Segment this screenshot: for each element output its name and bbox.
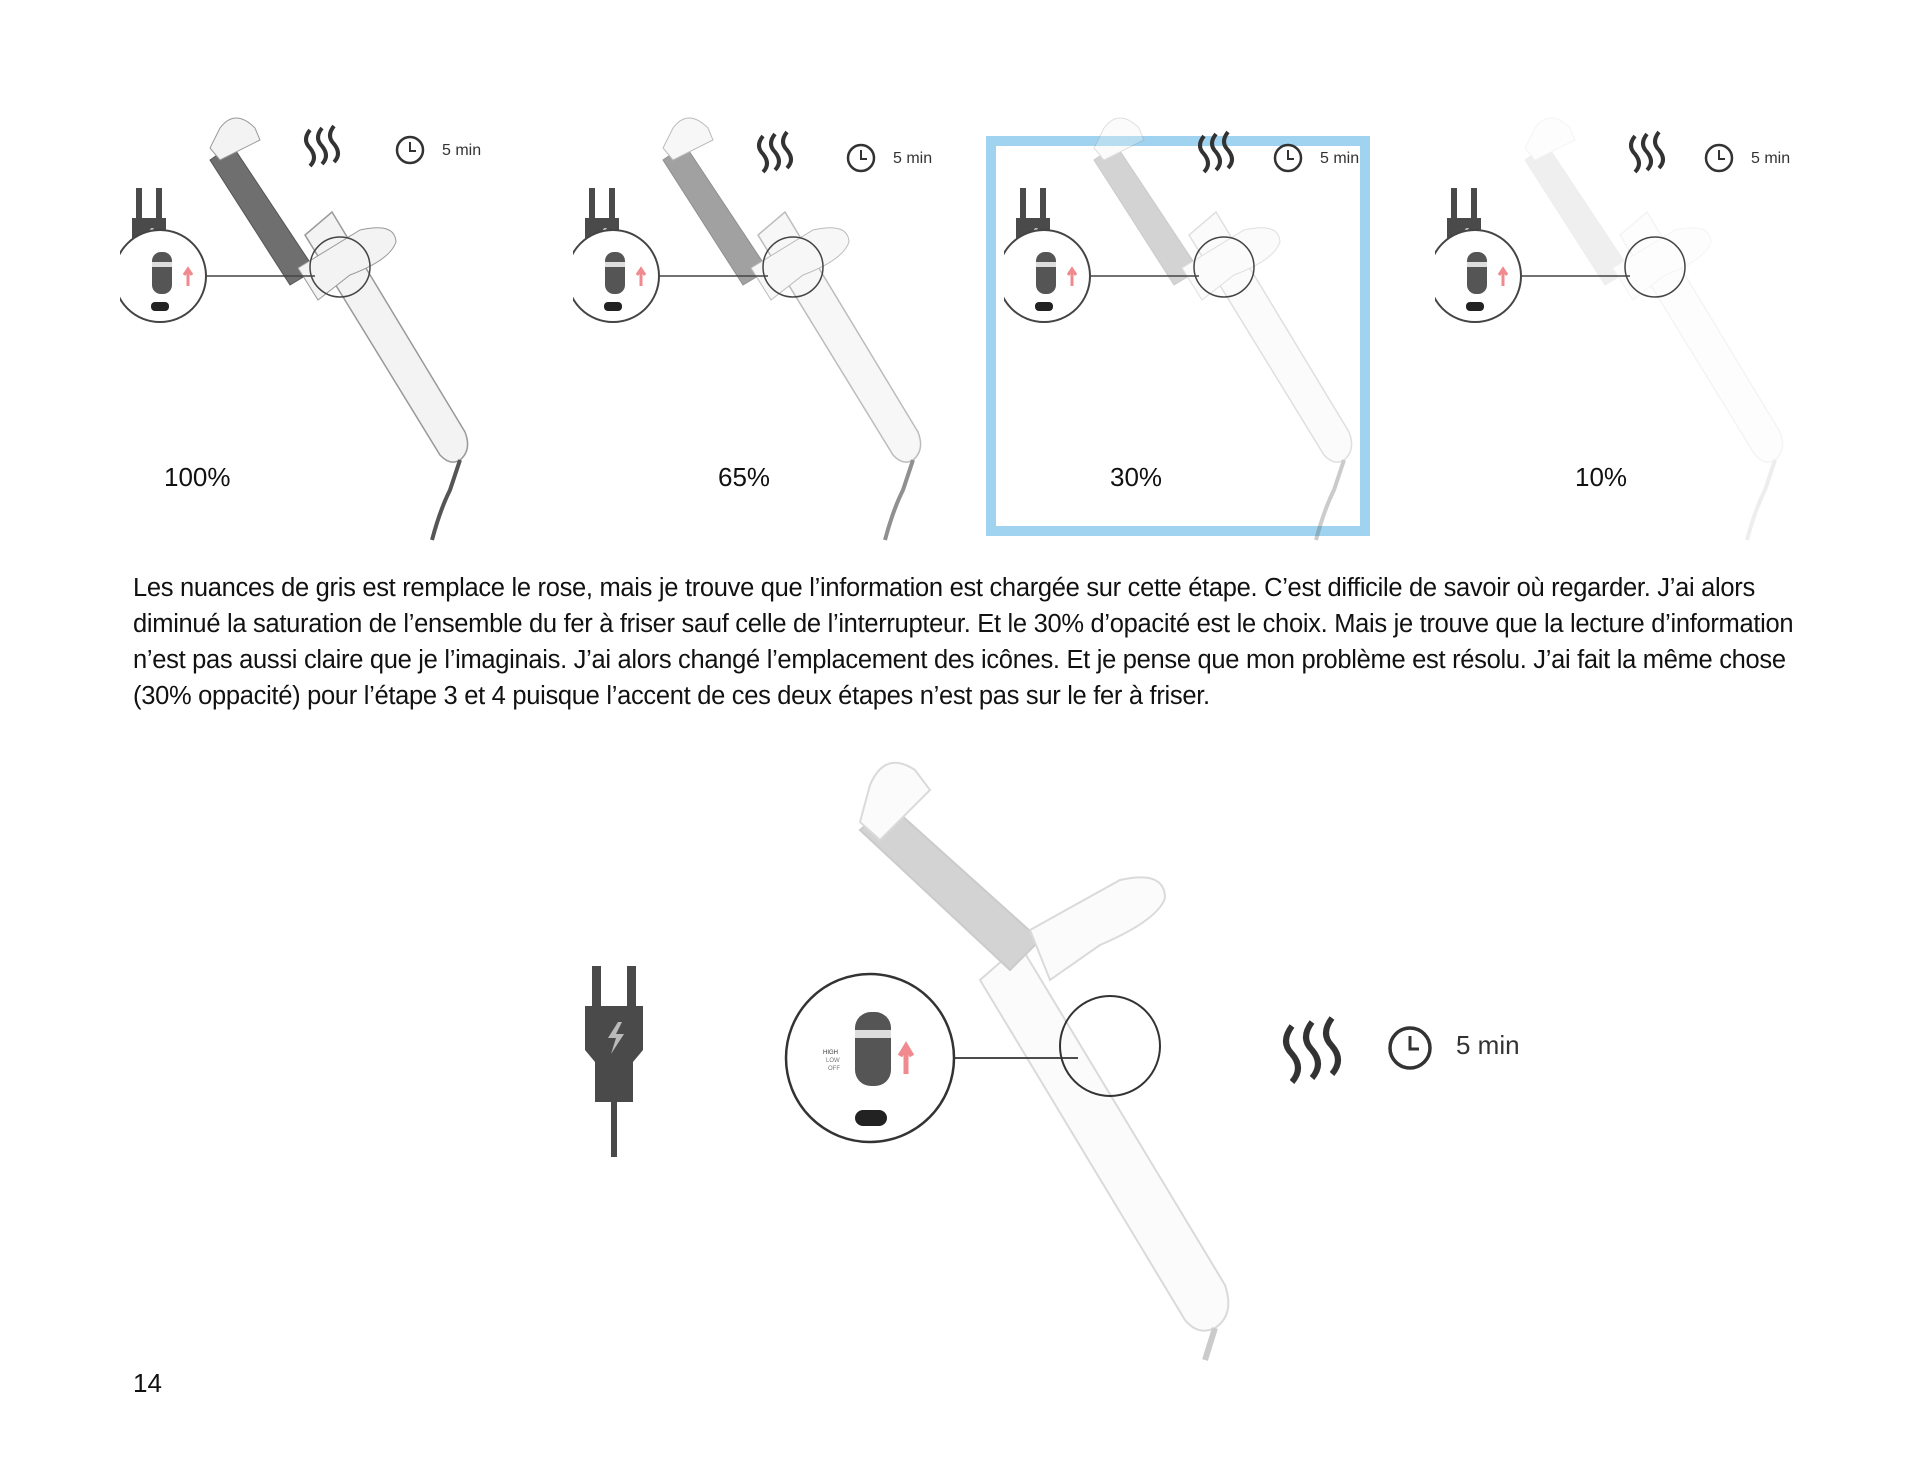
iron-body: [210, 118, 468, 540]
heat-icon: [306, 126, 338, 166]
switch-label-high: HIGH: [823, 1050, 838, 1056]
clock-icon: [397, 137, 423, 163]
step-panel-2: [573, 110, 993, 550]
page-number: 14: [133, 1368, 162, 1398]
heat-icon: [1286, 1018, 1338, 1082]
timer-label: 5 min: [1320, 150, 1360, 167]
clock-icon: [1275, 145, 1301, 171]
timer-label: 5 min: [893, 150, 933, 167]
curling-iron-illustration: [573, 110, 993, 550]
step-panel-3: [1004, 110, 1424, 550]
heat-icon: [1200, 132, 1232, 172]
timer-label: 5 min: [1751, 150, 1791, 167]
iron-body: [663, 118, 921, 540]
opacity-label: 30%: [1110, 462, 1163, 492]
final-illustration: [0, 730, 1920, 1370]
opacity-label: 65%: [718, 462, 771, 492]
plug-icon: [585, 966, 643, 1157]
opacity-label: 10%: [1575, 462, 1628, 492]
switch-label-off: OFF: [828, 1066, 840, 1072]
heat-icon: [759, 132, 791, 172]
timer-label: 5 min: [442, 142, 482, 159]
step-panel-1: [120, 110, 540, 550]
iron-body: [1525, 118, 1783, 540]
heat-icon: [1631, 132, 1663, 172]
final-timer-label: 5 min: [1456, 1030, 1520, 1060]
explanation-paragraph: Les nuances de gris est remplace le rose, mais je trouve que l’information est chargée sur cette étape. C’est difficile de savoir où regarder. J’ai alors diminué la saturation de l’ensemble du fer à friser sauf celle de l’interrupteur. Et le 30% d’opacité est le choix. Mais je trouve que la lecture d’information n’est pas aussi claire que je l’imaginais. J’ai alors changé l’emplacement des icônes. Et je pense que mon problème est résolu. J’ai fait la même chose (30% oppacité) pour l’étape 3 et 4 puisque l’accent de ces deux étapes n’est pas sur le fer à friser.: [133, 574, 1794, 710]
curling-iron-illustration: [1435, 110, 1855, 550]
clock-icon: [1706, 145, 1732, 171]
curling-iron-final-illustration: [0, 730, 1920, 1370]
opacity-label: 100%: [164, 462, 231, 492]
clock-icon: [848, 145, 874, 171]
switch-label-low: LOW: [826, 1058, 840, 1064]
curling-iron-illustration: [1004, 110, 1424, 550]
step-panel-4: [1435, 110, 1855, 550]
clock-icon: [1390, 1028, 1430, 1068]
